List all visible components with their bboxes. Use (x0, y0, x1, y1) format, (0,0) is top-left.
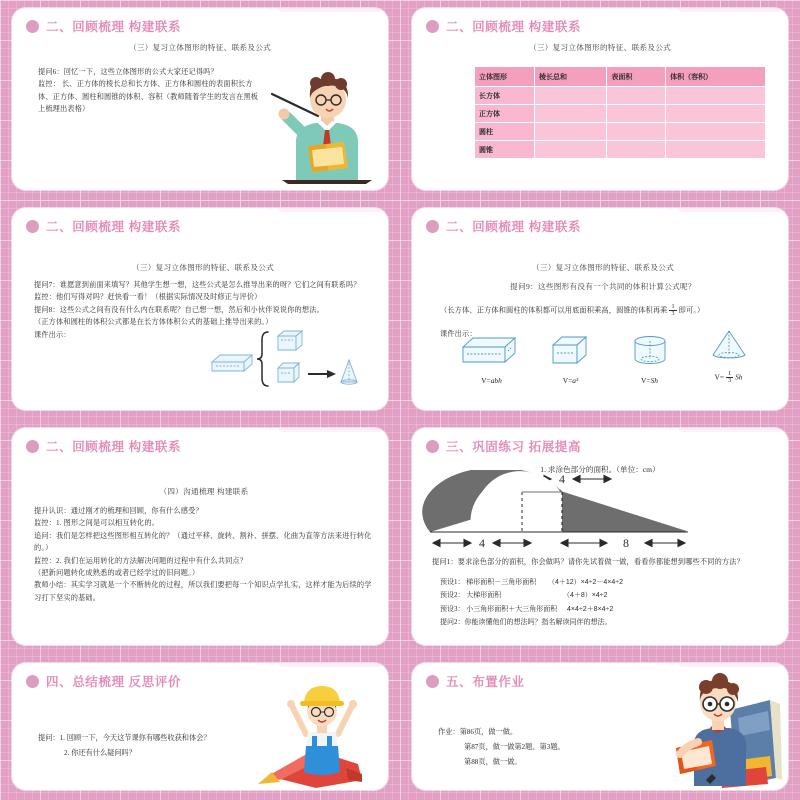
table-cell-empty[interactable] (666, 87, 766, 105)
cone-formula: V= $\frac{1}{3}$ Sh (714, 370, 743, 384)
table-cell-empty[interactable] (535, 105, 607, 123)
cube-shape-icon (550, 333, 592, 367)
decorative-bar (278, 663, 382, 667)
body-line: 追问：我们是怎样把这些图形相互转化的？（通过平移、旋转、割补、拼摆、化曲为直等方法来进行转化的。） (34, 531, 372, 553)
answer-expression: （4＋12）×4÷2－4×4÷2 (548, 579, 624, 586)
slide-8[interactable] (412, 663, 788, 790)
table-row (475, 123, 766, 141)
solid-cube (532, 333, 610, 385)
shaded-figure-wrapper (412, 470, 788, 552)
solids-formula-row (452, 328, 768, 385)
slide-body (38, 66, 260, 116)
slide-title: 四、总结梳理 反思评价 (46, 675, 182, 689)
solid-cuboid (453, 333, 531, 385)
cylinder-shape-icon (629, 333, 671, 367)
answer-expression: 4×4÷2＋8×4÷2 (567, 605, 614, 613)
table-cell-empty[interactable] (607, 87, 666, 105)
geometry-table (474, 66, 766, 159)
slide-cell-5[interactable] (0, 420, 400, 655)
slide-title: 三、巩固练习 拓展提高 (446, 440, 582, 454)
slide-4[interactable] (412, 208, 788, 410)
table-row (475, 87, 766, 105)
answer-label: 预设2： (440, 591, 465, 600)
slide-subtitle: （四）沟通梳理 构建联系 (159, 487, 249, 496)
table-cell-empty[interactable] (666, 141, 766, 159)
answer-expression: （4＋8）×4÷2 (563, 592, 608, 600)
slide-title: 二、回顾梳理 构建联系 (46, 440, 182, 454)
table-row-label: 圆锥 (475, 141, 535, 159)
decorative-bar (278, 8, 382, 12)
decorative-bar (278, 428, 382, 432)
slide-header (12, 428, 388, 455)
answer-text: 小三角形面积＋大三角形面积 (466, 604, 558, 613)
solid-cylinder (611, 333, 689, 385)
cylinder-formula: V=Sh (641, 375, 658, 385)
body-line: 作业：第86页，做一做。 (438, 728, 518, 736)
bullet-circle-icon (26, 220, 39, 233)
answer-text: 大梯形面积 (466, 591, 502, 600)
answer-text: 梯形面积－三角形面积 (466, 578, 537, 586)
teacher-with-pointer-illustration (266, 68, 374, 184)
table-cell-empty[interactable] (666, 105, 766, 123)
cuboid-formula: V=abh (481, 375, 502, 385)
slide-note (434, 304, 772, 318)
slide-header (12, 8, 388, 35)
table-cell-empty[interactable] (535, 123, 607, 141)
shaded-trapezoid-semicircle-figure (412, 470, 788, 552)
answer-row (440, 576, 776, 589)
table-column-header: 棱长总和 (535, 67, 607, 87)
geometry-table-wrapper (474, 66, 766, 159)
figure-bottom-right-label: 8 (623, 536, 629, 550)
bullet-circle-icon (26, 20, 39, 33)
body-line: 2. 你还有什么疑问吗？ (64, 749, 136, 758)
slide-title: 二、回顾梳理 构建联系 (446, 20, 582, 34)
body-line: 监控：2. 我们在运用转化的方法解决问题的过程中有什么共同点？ (34, 556, 248, 565)
slide-question: 提问9：这些图形有没有一个共同的体积计算公式呢？ (510, 282, 696, 291)
slide-cell-4[interactable] (400, 200, 800, 420)
bullet-circle-icon (26, 675, 39, 688)
bullet-circle-icon (426, 20, 439, 33)
slide-cue: 课件出示： (440, 329, 477, 338)
table-cell-empty[interactable] (666, 123, 766, 141)
bullet-circle-icon (426, 675, 439, 688)
fraction-numerator: 1 (671, 303, 675, 310)
slide-header (412, 8, 788, 35)
slide-3[interactable] (12, 208, 388, 410)
slide-header (12, 208, 388, 235)
slide-subtitle: （三）复习立体图形的特征、联系及公式 (131, 263, 275, 272)
slide-subtitle: （三）复习立体图形的特征、联系及公式 (128, 43, 272, 52)
kid-on-rocket-illustration (258, 680, 378, 790)
cube-formula: V=a³ (562, 375, 579, 385)
answer-row (440, 603, 776, 616)
slide-header (412, 428, 788, 455)
slide-7[interactable] (12, 663, 388, 790)
table-cell-empty[interactable] (535, 141, 607, 159)
kid-with-books-illustration (654, 670, 784, 790)
cuboid-brace-cylinder-cone-diagram (210, 326, 360, 388)
decorative-bar (278, 208, 382, 212)
one-third-fraction (669, 304, 676, 318)
slide-cell-1[interactable] (0, 0, 400, 200)
slide-cell-6[interactable] (400, 420, 800, 655)
answer-label: 预设1： (440, 578, 465, 586)
slide-title: 二、回顾梳理 构建联系 (46, 220, 182, 234)
table-header-row (475, 67, 766, 87)
table-cell-empty[interactable] (607, 141, 666, 159)
answer-label: 预设3： (440, 604, 465, 613)
slide-title: 二、回顾梳理 构建联系 (446, 220, 582, 234)
solid-cone (690, 328, 768, 385)
body-line: 提问8：这些公式之间有没有什么内在联系呢？自己想一想，然后和小伙伴说说你的想法。 (34, 305, 324, 314)
figure-bottom-left-label: 4 (479, 536, 485, 550)
table-row (475, 141, 766, 159)
body-line: （正方体和圆柱的体积公式都是在长方体体积公式的基础上推导出来的。） (34, 318, 273, 327)
slide-body (438, 725, 648, 770)
body-line: 课件出示： (34, 330, 71, 339)
slide-6[interactable] (412, 428, 788, 645)
slide-question-1: 提问1：要求涂色部分的面积，你会做吗？请你先试着做一做，看看你都能想到哪些不同的方法？ (432, 558, 744, 566)
table-row-label: 长方体 (475, 87, 535, 105)
slide-body (38, 731, 268, 761)
decorative-bar (678, 663, 782, 667)
answer-row (440, 589, 776, 602)
table-row-label: 正方体 (475, 105, 535, 123)
body-line: 教师小结：其实学习就是一个不断转化的过程，所以我们要把每一个知识点学扎实，这样才能为后续的学习打下坚实的基础。 (34, 581, 372, 602)
slide-cell-7[interactable] (0, 655, 400, 800)
body-line: （把新问题转化成熟悉的或者已经学过的旧问题。） (34, 568, 200, 577)
slide-title: 二、回顾梳理 构建联系 (46, 20, 182, 34)
note-prefix: （长方体、正方体和圆柱的体积都可以用底面积乘高，圆锥的体积再乘 (440, 306, 668, 315)
cuboid-shape-icon (461, 333, 523, 367)
slide-subtitle: （三）复习立体图形的特征、联系及公式 (531, 263, 675, 272)
fraction-denominator: 3 (671, 310, 675, 317)
bullet-circle-icon (26, 440, 39, 453)
table-column-header: 体积（容积） (666, 67, 766, 87)
table-cell-empty[interactable] (535, 87, 607, 105)
slide-5[interactable] (12, 428, 388, 645)
table-cell-empty[interactable] (607, 105, 666, 123)
table-row (475, 105, 766, 123)
slide-header (412, 208, 788, 235)
figure-top-label: 4 (559, 472, 565, 486)
body-line: 提问6：回忆一下，这些立体图形的公式大家还记得吗？ (38, 68, 218, 76)
body-line: 第87页，做一做第2题、第3题。 (464, 743, 565, 752)
body-line: 提问7：谁愿意到前面来填写？其他学生想一想，这些公式是怎么推导出来的呀？它们之间有联系吗？ (34, 281, 361, 289)
slide-body-wrapper (34, 486, 374, 604)
slide-cell-2[interactable] (400, 0, 800, 200)
decorative-bar (678, 208, 782, 212)
body-line: 第88页，做一做。 (464, 758, 522, 767)
body-line: 提升认识：通过刚才的梳理和回顾，你有什么感受？ (34, 507, 203, 515)
cone-shape-icon (708, 328, 750, 362)
slide-subtitle: 1. 求涂色部分的面积。（单位：cm） (540, 465, 660, 474)
slide-cell-3[interactable] (0, 200, 400, 420)
one-third-fraction: $\frac{1}{3}$ (728, 370, 732, 384)
decorative-bar (678, 428, 782, 432)
decorative-bar (678, 8, 782, 12)
table-cell-empty[interactable] (607, 123, 666, 141)
answer-list (440, 576, 776, 629)
slide-body (34, 505, 374, 604)
question-2-row: 提问2：你能读懂他们的想法吗？指名解读同伴的想法。 (440, 618, 612, 627)
note-suffix: 即可。） (678, 306, 705, 315)
slide-cell-8[interactable] (400, 655, 800, 800)
table-column-header: 表面积 (607, 67, 666, 87)
table-column-header: 立体图形 (475, 67, 535, 87)
body-line: 监控： 长、正方体的棱长总和长方体、正方体和圆柱的表面积长方体、正方体、圆柱和圆锥的体积、容积（教师随着学生的发言在黑板上梳理出表格） (38, 80, 259, 114)
table-row-label: 圆柱 (475, 123, 535, 141)
slide-2[interactable] (412, 8, 788, 190)
body-line: 监控：1. 图形之间是可以相互转化的。 (34, 519, 160, 528)
body-line: 提问：1. 回顾一下，今天这节课你有哪些收获和体会？ (38, 734, 211, 742)
slide-subtitle: （三）复习立体图形的特征、联系及公式 (528, 43, 672, 52)
body-line: 监控：他们写得对吗？赶快看一看！（根据实际情况及时修正与评价） (34, 293, 262, 302)
slide-1[interactable] (12, 8, 388, 190)
bullet-circle-icon (426, 220, 439, 233)
slide-title: 五、布置作业 (446, 675, 525, 689)
bullet-circle-icon (426, 440, 439, 453)
